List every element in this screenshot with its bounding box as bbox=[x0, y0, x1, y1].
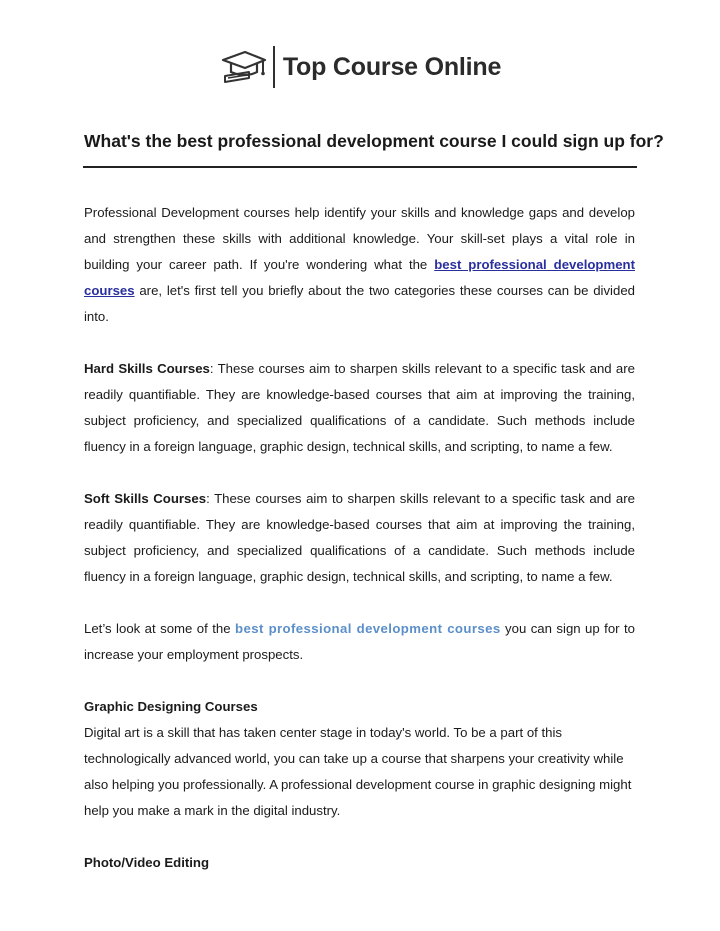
hard-skills-text: : These courses aim to sharpen skills relevant to a specific task and are readily quantifiable. They are knowledge-based courses that aim at improving the training, subject proficiency, and specialized qualifications of a candidate. Such methods include fluency in a foreign language, graphic design, technical skills, and scripting, to name a few. bbox=[84, 361, 635, 454]
intro-paragraph bbox=[84, 200, 635, 330]
soft-skills-text: : These courses aim to sharpen skills relevant to a specific task and are readily quantifiable. They are knowledge-based courses that aim at improving the training, subject proficiency, and specialized qualifications of a candidate. Such methods include fluency in a foreign language, graphic design, technical skills, and scripting, to name a few. bbox=[84, 491, 635, 584]
intro-text-before: Professional Development courses help identify your skills and knowledge gaps and develop and strengthen these skills with additional knowledge. Your skill-set plays a vital role in building your career path. If you're wondering what the bbox=[84, 205, 635, 272]
hard-skills-label: Hard Skills Courses bbox=[84, 361, 210, 376]
best-courses-link-2[interactable]: best professional development courses bbox=[235, 621, 501, 636]
title-divider bbox=[83, 166, 637, 168]
photo-video-heading: Photo/Video Editing bbox=[84, 855, 210, 870]
brand-name: Top Course Online bbox=[282, 52, 502, 81]
section-gap bbox=[84, 668, 635, 694]
article-body bbox=[84, 200, 635, 876]
best-courses-link[interactable]: best professional development courses bbox=[84, 257, 635, 298]
lets-look-text-before: Let’s look at some of the bbox=[84, 621, 236, 636]
page-title: What's the best professional development course I could sign up for? bbox=[84, 131, 664, 151]
graphic-designing-paragraph: Digital art is a skill that has taken center stage in today's world. To be a part of this technologically advanced world, you can take up a course that sharpens your creativity while also helping you professionally. A professional development course in graphic designing might help you make a mark in the digital industry. bbox=[84, 725, 632, 818]
logo-divider bbox=[273, 46, 275, 88]
lets-look-paragraph bbox=[84, 616, 635, 668]
graphic-designing-heading: Graphic Designing Courses bbox=[84, 699, 258, 714]
soft-skills-label: Soft Skills Courses bbox=[84, 491, 207, 506]
brand-logo[interactable] bbox=[0, 46, 720, 88]
hard-skills-paragraph bbox=[84, 356, 635, 460]
graduation-cap-icon bbox=[219, 48, 267, 86]
lets-look-text-after: you can sign up for to increase your employment prospects. bbox=[84, 621, 635, 662]
section-gap-2 bbox=[84, 824, 635, 850]
intro-text-after: are, let's first tell you briefly about the two categories these courses can be divided into. bbox=[84, 283, 635, 324]
soft-skills-paragraph bbox=[84, 486, 635, 590]
